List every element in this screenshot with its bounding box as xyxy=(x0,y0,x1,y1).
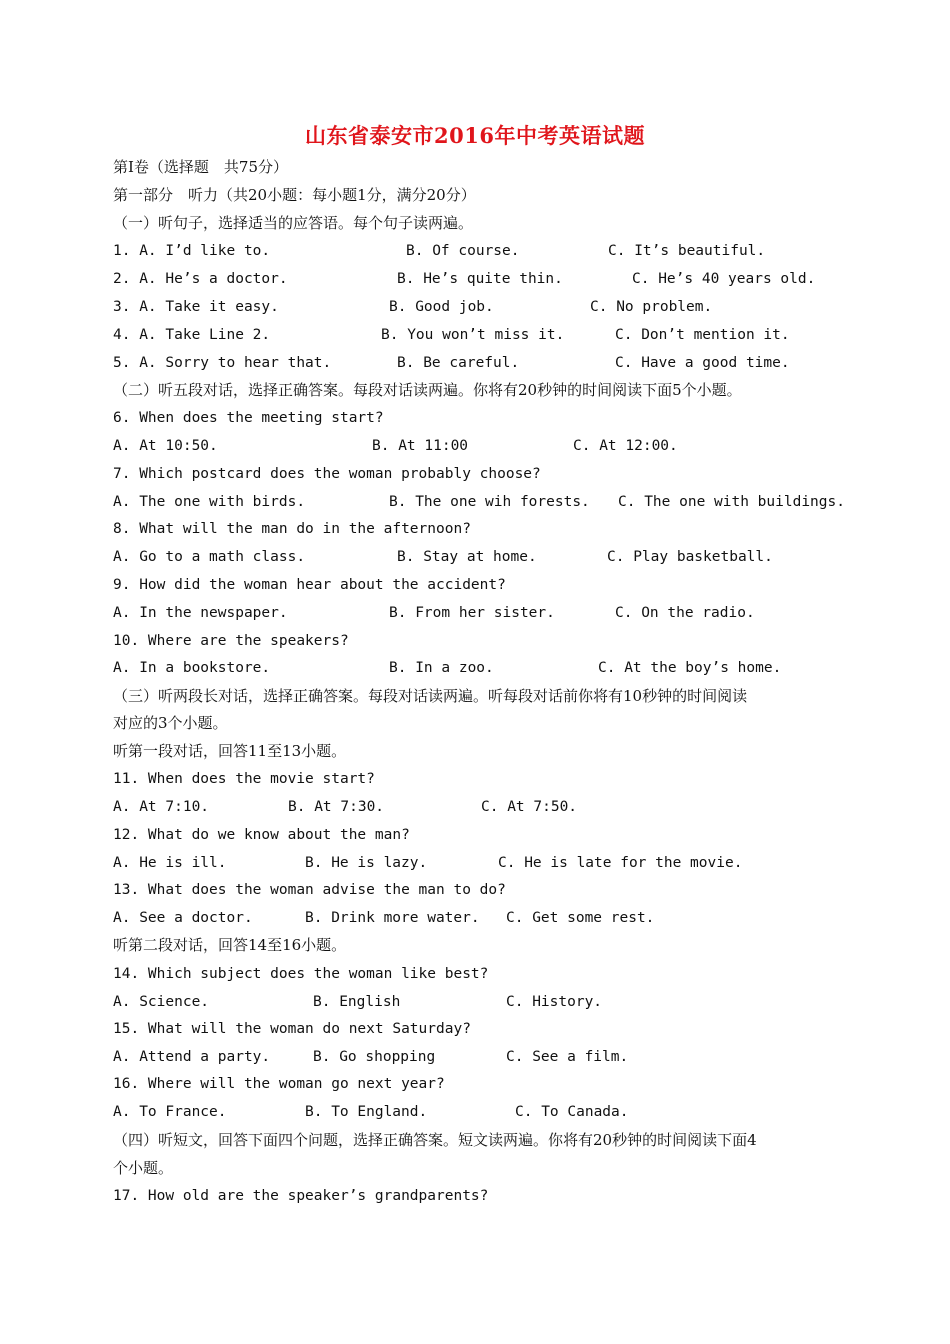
q12-stem: 12. What do we know about the man? xyxy=(113,827,410,843)
question-4 xyxy=(113,325,833,345)
q3-option-b: B. Good job. xyxy=(389,299,494,315)
q16-option-a: A. To France. xyxy=(113,1104,227,1120)
q4-option-a: 4. A. Take Line 2. xyxy=(113,327,271,343)
q7-option-c: C. The one with buildings. xyxy=(618,494,845,510)
sec1-instruction: （一）听句子，选择适当的应答语。每个句子读两遍。 xyxy=(113,214,474,232)
q14-option-b: B. English xyxy=(313,994,401,1010)
q8-option-a: A. Go to a math class. xyxy=(113,549,306,565)
q9-options xyxy=(113,603,833,623)
q14-option-a: A. Science. xyxy=(113,994,210,1010)
q13-stem: 13. What does the woman advise the man to do? xyxy=(113,882,506,898)
question-1 xyxy=(113,241,833,261)
q15-option-c: C. See a film. xyxy=(506,1049,629,1065)
q9-option-c: C. On the radio. xyxy=(615,605,755,621)
q7-stem: 7. Which postcard does the woman probably choose? xyxy=(113,466,541,482)
q2-option-c: C. He’s 40 years old. xyxy=(632,271,816,287)
q12-option-c: C. He is late for the movie. xyxy=(498,855,743,871)
q13-option-a: A. See a doctor. xyxy=(113,910,253,926)
q10-option-a: A. In a bookstore. xyxy=(113,660,271,676)
q12-option-b: B. He is lazy. xyxy=(305,855,428,871)
q6-stem: 6. When does the meeting start? xyxy=(113,410,384,426)
sec3-instruction-line2: 对应的3个小题。 xyxy=(113,714,228,732)
q8-stem: 8. What will the man do in the afternoon? xyxy=(113,521,471,537)
q14-stem: 14. Which subject does the woman like best? xyxy=(113,966,489,982)
dialog2-header: 听第二段对话，回答14至16小题。 xyxy=(113,936,347,954)
q12-options xyxy=(113,853,833,873)
section-header: 第Ⅰ卷（选择题 共75分） xyxy=(113,158,289,176)
q9-option-b: B. From her sister. xyxy=(389,605,555,621)
q10-option-c: C. At the boy’s home. xyxy=(598,660,782,676)
q7-option-b: B. The one wih forests. xyxy=(389,494,590,510)
q9-stem: 9. How did the woman hear about the accident? xyxy=(113,577,506,593)
q1-option-b: B. Of course. xyxy=(406,243,520,259)
q13-option-b: B. Drink more water. xyxy=(305,910,480,926)
sec3-instruction-line1: （三）听两段长对话，选择正确答案。每段对话读两遍。听每段对话前你将有10秒钟的时间阅读 xyxy=(113,687,748,705)
q11-option-a: A. At 7:10. xyxy=(113,799,210,815)
q8-option-b: B. Stay at home. xyxy=(397,549,537,565)
sec2-instruction: （二）听五段对话，选择正确答案。每段对话读两遍。你将有20秒钟的时间阅读下面5个小题。 xyxy=(113,381,742,399)
q3-option-a: 3. A. Take it easy. xyxy=(113,299,279,315)
q2-option-a: 2. A. He’s a doctor. xyxy=(113,271,288,287)
q11-options xyxy=(113,797,833,817)
dialog1-header: 听第一段对话，回答11至13小题。 xyxy=(113,742,347,760)
question-3 xyxy=(113,297,833,317)
q7-options xyxy=(113,492,843,512)
q6-option-c: C. At 12:00. xyxy=(573,438,678,454)
q1-option-a: 1. A. I’d like to. xyxy=(113,243,271,259)
q11-option-b: B. At 7:30. xyxy=(288,799,385,815)
q5-option-b: B. Be careful. xyxy=(397,355,520,371)
q6-option-a: A. At 10:50. xyxy=(113,438,218,454)
q14-option-c: C. History. xyxy=(506,994,603,1010)
q16-stem: 16. Where will the woman go next year? xyxy=(113,1076,445,1092)
q10-option-b: B. In a zoo. xyxy=(389,660,494,676)
q5-option-c: C. Have a good time. xyxy=(615,355,790,371)
q13-options xyxy=(113,908,833,928)
q15-stem: 15. What will the woman do next Saturday? xyxy=(113,1021,471,1037)
sec4-instruction-line2: 个小题。 xyxy=(113,1159,174,1177)
page-title: 山东省泰安市2016年中考英语试题 xyxy=(305,123,645,148)
q13-option-c: C. Get some rest. xyxy=(506,910,655,926)
q15-options xyxy=(113,1047,833,1067)
question-5 xyxy=(113,353,833,373)
q16-option-b: B. To England. xyxy=(305,1104,428,1120)
q9-option-a: A. In the newspaper. xyxy=(113,605,288,621)
q12-option-a: A. He is ill. xyxy=(113,855,227,871)
q2-option-b: B. He’s quite thin. xyxy=(397,271,563,287)
q16-option-c: C. To Canada. xyxy=(515,1104,629,1120)
q8-option-c: C. Play basketball. xyxy=(607,549,773,565)
question-2 xyxy=(113,269,833,289)
q10-stem: 10. Where are the speakers? xyxy=(113,633,349,649)
q15-option-b: B. Go shopping xyxy=(313,1049,436,1065)
q5-option-a: 5. A. Sorry to hear that. xyxy=(113,355,332,371)
q7-option-a: A. The one with birds. xyxy=(113,494,306,510)
q10-options xyxy=(113,658,833,678)
q8-options xyxy=(113,547,833,567)
q6-options xyxy=(113,436,833,456)
q4-option-b: B. You won’t miss it. xyxy=(381,327,565,343)
q14-options xyxy=(113,992,833,1012)
q16-options xyxy=(113,1102,833,1122)
part1-header: 第一部分 听力（共20小题：每小题1分，满分20分） xyxy=(113,186,476,204)
q11-option-c: C. At 7:50. xyxy=(481,799,578,815)
q4-option-c: C. Don’t mention it. xyxy=(615,327,790,343)
q1-option-c: C. It’s beautiful. xyxy=(608,243,766,259)
q15-option-a: A. Attend a party. xyxy=(113,1049,271,1065)
sec4-instruction-line1: （四）听短文，回答下面四个问题，选择正确答案。短文读两遍。你将有20秒钟的时间阅读下面4 xyxy=(113,1131,757,1149)
q11-stem: 11. When does the movie start? xyxy=(113,771,375,787)
q3-option-c: C. No problem. xyxy=(590,299,713,315)
q17-stem: 17. How old are the speaker’s grandparents? xyxy=(113,1188,489,1204)
q6-option-b: B. At 11:00 xyxy=(372,438,469,454)
